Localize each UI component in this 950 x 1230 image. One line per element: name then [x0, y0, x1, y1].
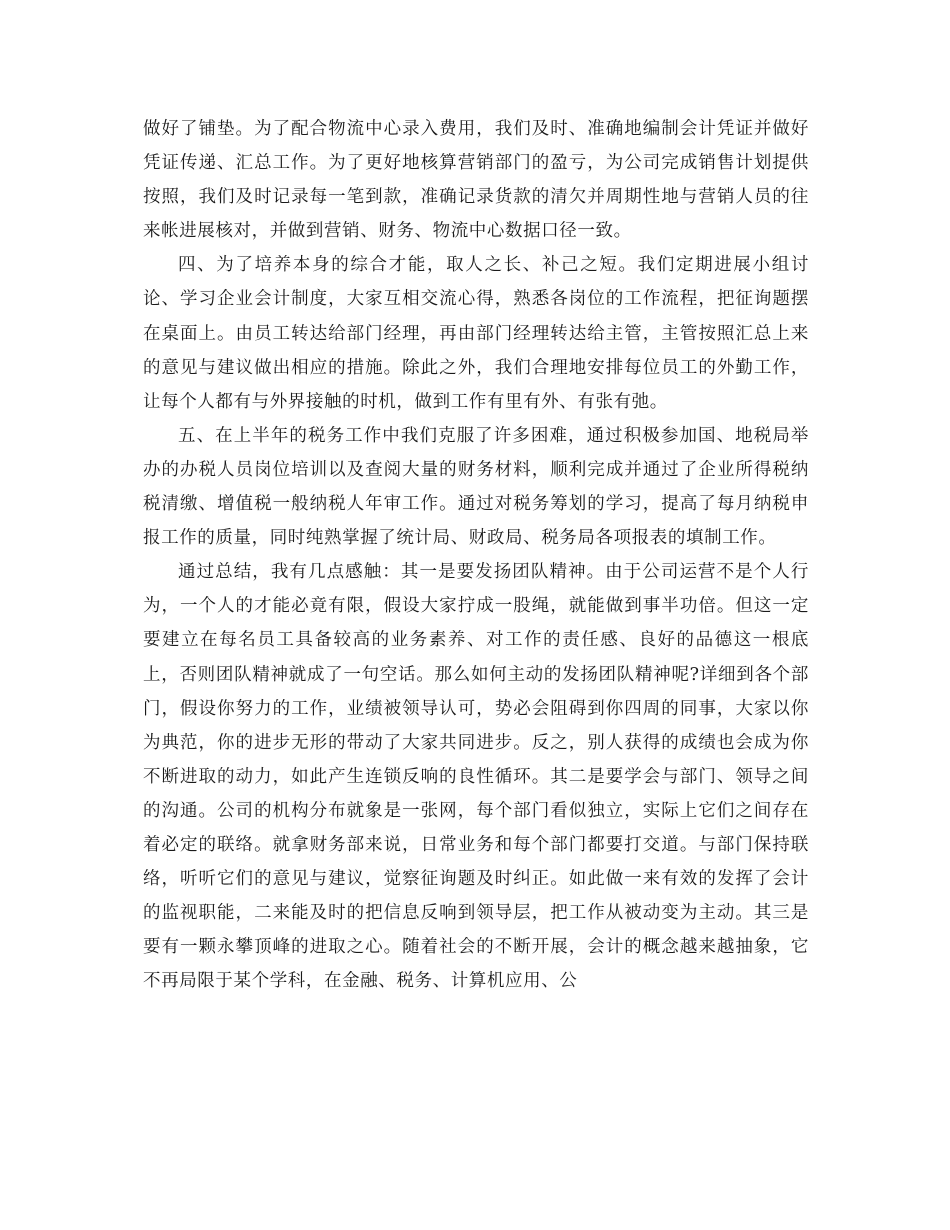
paragraph-summary-reflections: 通过总结，我有几点感触：其一是要发扬团队精神。由于公司运营不是个人行为，一个人的才能必竟有限，假设大家拧成一股绳，就能做到事半功倍。但这一定要建立在每名员工具备较高的业务素养、对工作的责任感、良好的品德这一根底上，否则团队精神就成了一句空话。那么如何主动的发扬团队精神呢?详细到各个部门，假设你努力的工作，业绩被领导认可，势必会阻碍到你四周的同事，大家以你为典范，你的进步无形的带动了大家共同进步。反之，别人获得的成绩也会成为你不断进取的动力，如此产生连锁反响的良性循环。其二是要学会与部门、领导之间的沟通。公司的机构分布就象是一张网，每个部门看似独立，实际上它们之间存在着必定的联络。就拿财务部来说，日常业务和每个部门都要打交道。与部门保持联络，听听它们的意见与建议，觉察征询题及时纠正。如此做一来有效的发挥了会计的监视职能，二来能及时的把信息反响到领导层，把工作从被动变为主动。其三是要有一颗永攀顶峰的进取之心。随着社会的不断开展，会计的概念越来越抽象，它不再局限于某个学科，在金融、税务、计算机应用、公: [143, 562, 809, 992]
paragraph-logistics-vouchers: 做好了铺垫。为了配合物流中心录入费用，我们及时、准确地编制会计凭证并做好凭证传递、汇总工作。为了更好地核算营销部门的盈亏，为公司完成销售计划提供按照，我们及时记录每一笔到款，准确记录货款的清欠并周期性地与营销人员的往来帐进展核对，并做到营销、财务、物流中心数据口径一致。: [143, 119, 809, 242]
document-body: [143, 112, 809, 998]
paragraph-team-training: 四、为了培养本身的综合才能，取人之长、补己之短。我们定期进展小组讨论、学习企业会计制度，大家互相交流心得，熟悉各岗位的工作流程，把征询题摆在桌面上。由员工转达给部门经理，再由部门经理转达给主管，主管按照汇总上来的意见与建议做出相应的措施。除此之外，我们合理地安排每位员工的外勤工作，让每个人都有与外界接触的时机，做到工作有里有外、有张有弛。: [143, 255, 809, 412]
paragraph-tax-work: 五、在上半年的税务工作中我们克服了许多困难，通过积极参加国、地税局举办的办税人员岗位培训以及查阅大量的财务材料，顺利完成并通过了企业所得税纳税清缴、增值税一般纳税人年审工作。通过对税务筹划的学习，提高了每月纳税申报工作的质量，同时纯熟掌握了统计局、财政局、税务局各项报表的填制工作。: [143, 425, 809, 549]
